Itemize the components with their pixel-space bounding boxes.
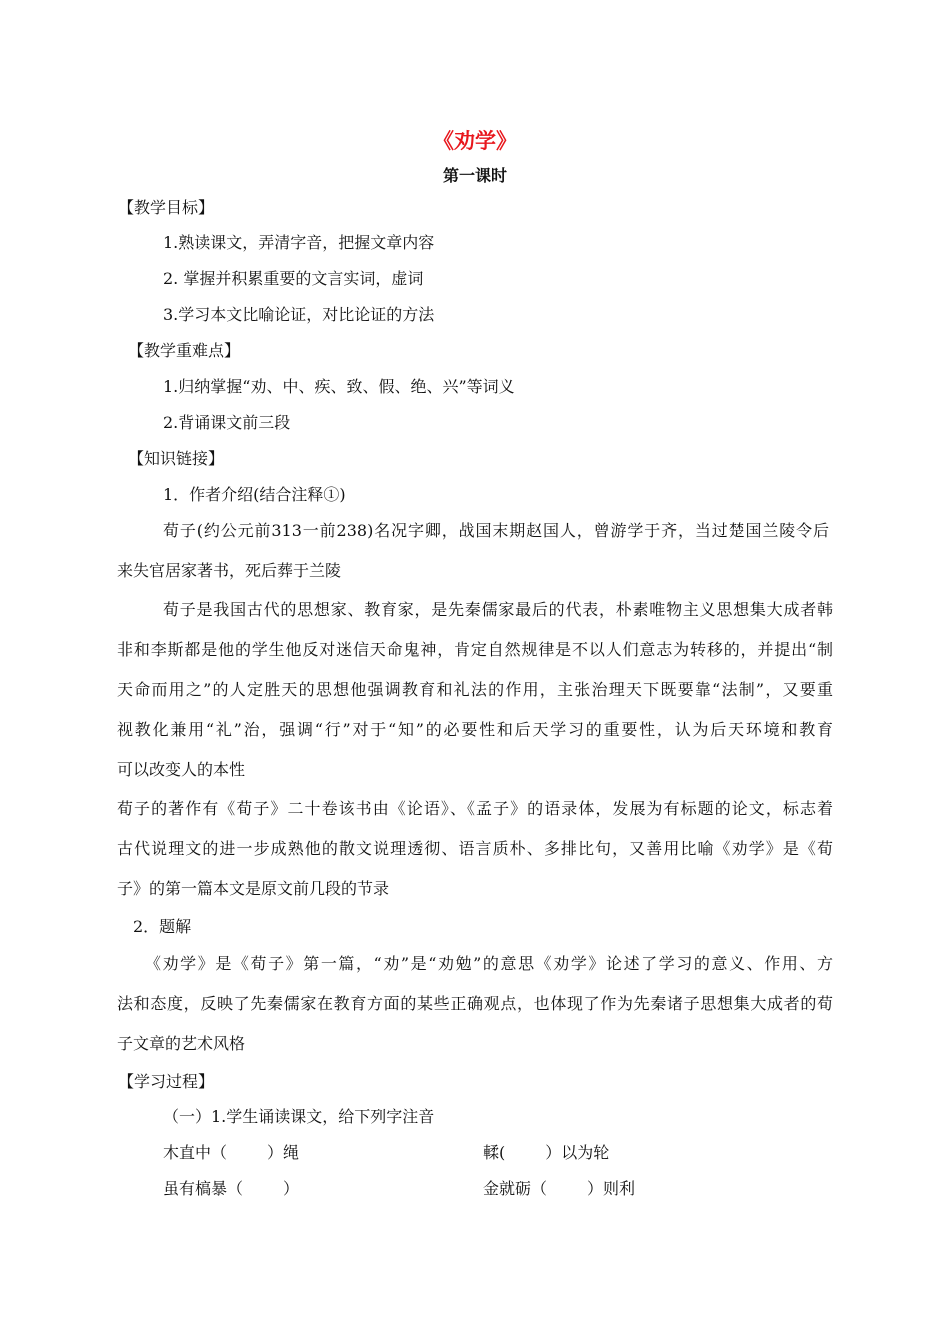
process-heading: 【学习过程】	[118, 1072, 215, 1091]
paragraph-line: 天命而用之”的人定胜天的思想他强调教育和礼法的作用，主张治理天下既要靠“法制”，又要重	[117, 680, 833, 699]
knowledge-item-explanation: 2．题解	[133, 917, 192, 936]
goal-item: 3.学习本文比喻论证，对比论证的方法	[163, 305, 435, 324]
paragraph-line: 荀子的著作有《荀子》二十卷该书由《论语》、《孟子》的语录体，发展为有标题的论文，标志着	[117, 799, 833, 818]
keypoint-item: 1.归纳掌握“劝、中、疾、致、假、绝、兴”等词义	[163, 377, 515, 396]
question-text: ）	[283, 1179, 300, 1198]
paragraph-line: 荀子(约公元前313一前238)名况字卿，战国末期赵国人，曾游学于齐，当过楚国兰陵令后	[163, 521, 829, 540]
goal-item: 2. 掌握并积累重要的文言实词，虚词	[163, 269, 424, 288]
paragraph-line: 来失官居家著书，死后葬于兰陵	[117, 561, 342, 580]
lesson-subtitle: 第一课时	[442, 166, 507, 185]
paragraph-line: 法和态度，反映了先秦儒家在教育方面的某些正确观点，也体现了作为先秦诸子思想集大成者的荀	[117, 994, 833, 1013]
question-text: 金就砺（	[483, 1179, 548, 1198]
paragraph-line: 古代说理文的进一步成熟他的散文说理透彻、语言质朴、多排比句，又善用比喻《劝学》是《荀	[117, 839, 833, 858]
pinyin-question	[483, 1178, 635, 1200]
knowledge-item-author: 1．作者介绍(结合注释①)	[163, 485, 346, 504]
question-text: 輮(	[483, 1143, 506, 1162]
paragraph-line: 可以改变人的本性	[117, 760, 246, 779]
paragraph-line: 子文章的艺术风格	[117, 1034, 246, 1053]
document-title: 《劝学》	[433, 129, 517, 153]
question-text: ）以为轮	[545, 1143, 610, 1162]
question-text: 虽有槁暴（	[163, 1179, 244, 1198]
question-text: ）则利	[587, 1179, 636, 1198]
paragraph-line: 子》的第一篇本文是原文前几段的节录	[117, 879, 390, 898]
paragraph-line: 视教化兼用“礼”治，强调“行”对于“知”的必要性和后天学习的重要性，认为后天环境和教育	[117, 720, 833, 739]
keypoints-heading: 【教学重难点】	[128, 341, 241, 360]
question-text: 木直中（	[163, 1143, 228, 1162]
process-task: （一）1.学生诵读课文，给下列字注音	[163, 1107, 435, 1126]
pinyin-question	[483, 1142, 609, 1164]
keypoint-item: 2.背诵课文前三段	[163, 413, 291, 432]
question-text: ）绳	[267, 1143, 300, 1162]
paragraph-line: 《劝学》是《荀子》第一篇，“劝”是“劝勉”的意思《劝学》论述了学习的意义、作用、方	[145, 954, 833, 973]
pinyin-question	[163, 1142, 299, 1164]
goals-heading: 【教学目标】	[118, 198, 215, 217]
paragraph-line: 荀子是我国古代的思想家、教育家，是先秦儒家最后的代表，朴素唯物主义思想集大成者韩	[163, 600, 833, 619]
goal-item: 1.熟读课文，弄清字音，把握文章内容	[163, 233, 435, 252]
paragraph-line: 非和李斯都是他的学生他反对迷信天命鬼神，肯定自然规律是不以人们意志为转移的，并提出“制	[117, 640, 833, 659]
knowledge-heading: 【知识链接】	[128, 449, 225, 468]
pinyin-question	[163, 1178, 299, 1200]
